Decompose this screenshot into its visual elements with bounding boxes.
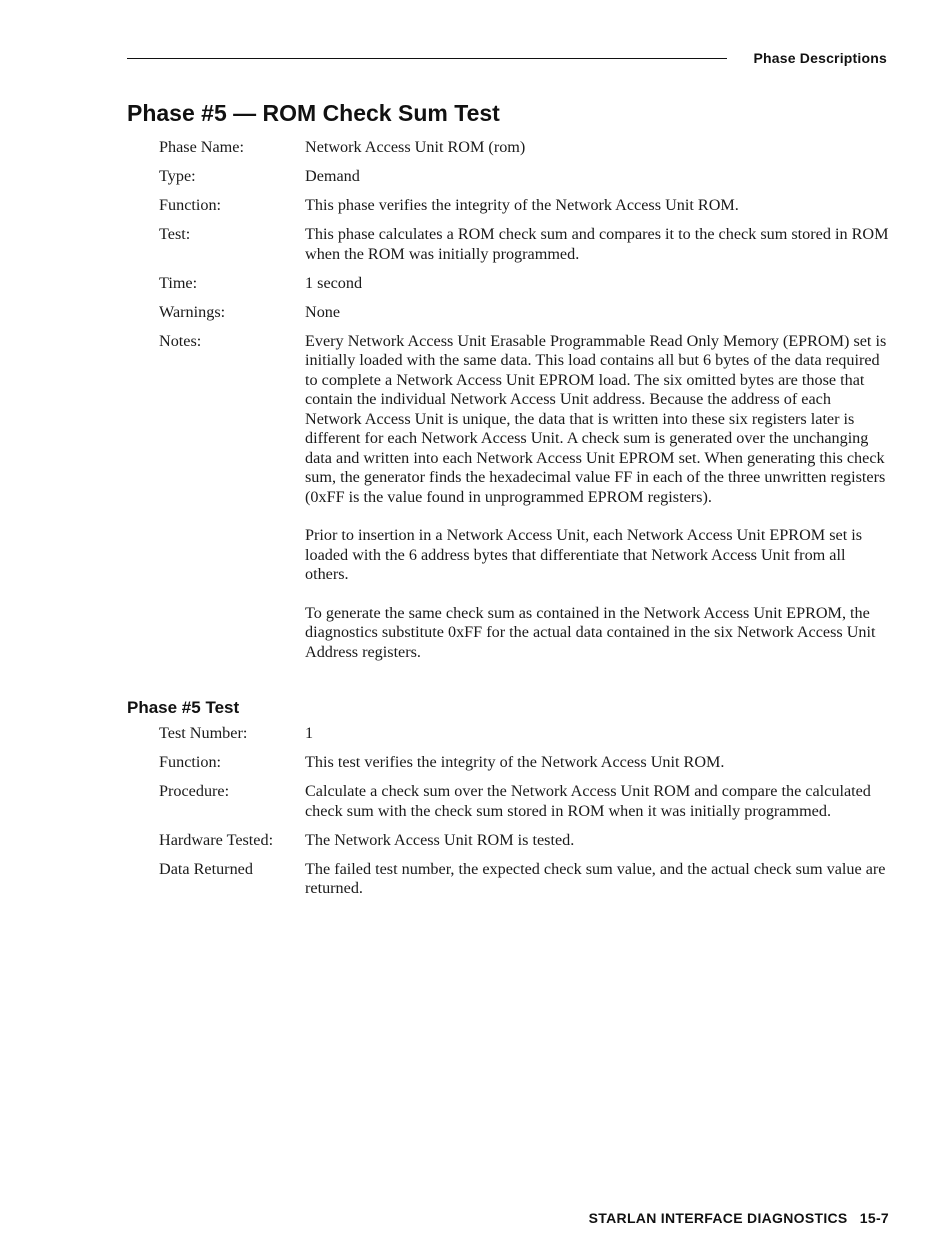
- field-row: [159, 138, 889, 158]
- field-label: Time:: [159, 273, 198, 292]
- field-value: [305, 860, 889, 899]
- field-value-paragraph: Network Access Unit ROM (rom): [305, 138, 526, 156]
- field-row: [159, 782, 889, 821]
- field-value: [305, 303, 889, 323]
- field-label: Notes:: [159, 331, 202, 350]
- field-label: Data Returned: [159, 859, 253, 878]
- header-rule: [127, 58, 727, 59]
- field-row: [159, 860, 889, 899]
- field-value-paragraph: To generate the same check sum as contained in the Network Access Unit EPROM, the diagnostics substitute 0xFF for the actual data contained in the six Network Access Unit Address registers.: [305, 603, 876, 661]
- field-row: [159, 753, 889, 773]
- field-value: [305, 138, 889, 158]
- field-label: Function:: [159, 196, 222, 214]
- field-row: [159, 196, 889, 216]
- test-field-table: [159, 724, 889, 908]
- page-number: 15-7: [859, 1210, 889, 1226]
- field-label: Test Number:: [159, 724, 248, 742]
- field-row: [159, 274, 889, 294]
- field-value: [305, 225, 889, 264]
- field-value-paragraph: This phase verifies the integrity of the Network Access Unit ROM.: [305, 196, 739, 214]
- field-label: Type:: [159, 167, 196, 185]
- field-value: [305, 167, 889, 187]
- field-label: Test:: [159, 225, 191, 243]
- field-value: [305, 724, 889, 744]
- field-label: Hardware Tested:: [159, 830, 274, 849]
- field-value-paragraph: Calculate a check sum over the Network Access Unit ROM and compare the calculated check sum with the check sum stored in ROM when it was initially programmed.: [305, 782, 871, 820]
- field-value-paragraph: None: [305, 302, 341, 321]
- field-label: Phase Name:: [159, 138, 244, 156]
- phase-title: Phase #5 — ROM Check Sum Test: [127, 100, 500, 126]
- field-value-paragraph: Every Network Access Unit Erasable Programmable Read Only Memory (EPROM) set is initially loaded with the same data. This load contains all but 6 bytes of the data required to complete a Network Access Unit EPROM load. The six omitted bytes are those that contain the individual Network Access Unit address. Because the address of each Network Access Unit is unique, the data that is written into these six registers later is different for each Network Access Unit. A check sum is generated over the unchanging data and written into each Network Access Unit EPROM set. When generating this check sum, the generator finds the hexadecimal value FF in each of the three unwritten registers (0xFF is the value found in unprogrammed EPROM registers).: [305, 331, 887, 506]
- phase-field-table: [159, 138, 889, 672]
- field-row: [159, 303, 889, 323]
- header-section-name: Phase Descriptions: [753, 50, 887, 66]
- field-value: [305, 782, 889, 821]
- field-value: [305, 274, 889, 294]
- footer-book-title: STARLAN INTERFACE DIAGNOSTICS: [588, 1210, 848, 1226]
- field-value-paragraph: 1 second: [305, 273, 363, 292]
- field-value: [305, 196, 889, 216]
- field-row: [159, 724, 889, 744]
- field-value-paragraph: This test verifies the integrity of the Network Access Unit ROM.: [305, 753, 725, 771]
- page-footer: [589, 1210, 889, 1226]
- running-header: [127, 50, 887, 68]
- field-row: [159, 225, 889, 264]
- field-row: [159, 831, 889, 851]
- field-label: Warnings:: [159, 302, 226, 321]
- field-value-paragraph: The failed test number, the expected check sum value, and the actual check sum value are returned.: [305, 859, 886, 897]
- test-heading: Phase #5 Test: [127, 698, 240, 717]
- field-label: Function:: [159, 753, 222, 771]
- field-value-paragraph: 1: [305, 724, 314, 742]
- field-value: [305, 831, 889, 851]
- field-value-paragraph: Prior to insertion in a Network Access Unit, each Network Access Unit EPROM set is loaded with the 6 address bytes that differentiate that Network Access Unit from all others.: [305, 526, 863, 583]
- field-label: Procedure:: [159, 782, 230, 800]
- field-value-paragraph: This phase calculates a ROM check sum and compares it to the check sum stored in ROM when the ROM was initially programmed.: [305, 225, 889, 263]
- field-value: [305, 332, 889, 663]
- field-value-paragraph: The Network Access Unit ROM is tested.: [305, 830, 575, 849]
- field-row: [159, 167, 889, 187]
- field-value-paragraph: Demand: [305, 167, 360, 185]
- field-row: [159, 332, 889, 663]
- field-value: [305, 753, 889, 773]
